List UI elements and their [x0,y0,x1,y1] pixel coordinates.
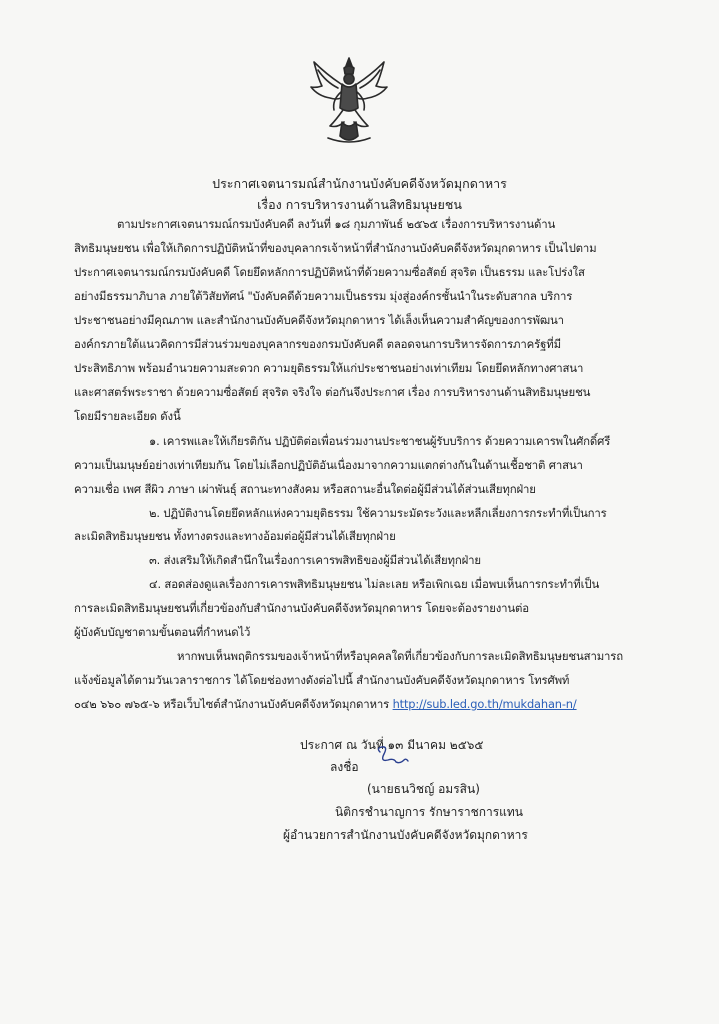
paragraph-line: ผู้บังคับบัญชาตามขั้นตอนที่กำหนดไว้ [74,625,251,639]
paragraph-line: สิทธิมนุษยชน เพื่อให้เกิดการปฏิบัติหน้าที่ของบุคลากรเจ้าหน้าที่สำนักงานบังคับคดีจังหวัดมุกดาหาร เป็นไปตาม [74,241,597,255]
signer-position: ผู้อำนวยการสำนักงานบังคับคดีจังหวัดมุกดาหาร [283,828,528,842]
paragraph-line: ๒. ปฏิบัติงานโดยยึดหลักแห่งความยุติธรรม ใช้ความระมัดระวังและหลีกเลี่ยงการกระทำที่เป็นการ [149,506,607,520]
paragraph-line: อย่างมีธรรมาภิบาล ภายใต้วิสัยทัศน์ "บังคับคดีด้วยความเป็นธรรม มุ่งสู่องค์กรชั้นนำในระดับสากล บริการ [74,289,573,303]
paragraph-line: และศาสตร์พระราชา ด้วยความซื่อสัตย์ สุจริต จริงใจ ต่อกันจึงประกาศ เรื่อง การบริหารงานด้านสิทธิมนุษยชน [74,385,591,399]
garuda-emblem-icon [308,56,390,146]
paragraph-line: การละเมิดสิทธิมนุษยชนที่เกี่ยวข้องกับสำนักงานบังคับคดีจังหวัดมุกดาหาร โดยจะต้องรายงานต่อ [74,601,529,615]
paragraph-line: แจ้งข้อมูลได้ตามวันเวลาราชการ ได้โดยช่องทางดังต่อไปนี้ สำนักงานบังคับคดีจังหวัดมุกดาหาร โทรศัพท์ [74,673,570,687]
sign-label: ลงชื่อ [330,760,359,774]
paragraph-line: ประกาศเจตนารมณ์กรมบังคับคดี โดยยึดหลักการปฏิบัติหน้าที่ด้วยความซื่อสัตย์ สุจริต เป็นธรรม และโปร่งใส [74,265,585,279]
paragraph-line: ประชาชนอย่างมีคุณภาพ และสำนักงานบังคับคดีจังหวัดมุกดาหาร ได้เล็งเห็นความสำคัญของการพัฒนา [74,313,564,327]
paragraph-line: ๑. เคารพและให้เกียรติกัน ปฏิบัติต่อเพื่อนร่วมงานประชาชนผู้รับบริการ ด้วยความเคารพในศักดิ์ศรี [149,434,611,448]
paragraph-line: ๓. ส่งเสริมให้เกิดสำนึกในเรื่องการเคารพสิทธิของผู้มีส่วนได้เสียทุกฝ่าย [149,553,481,567]
paragraph-line: ละเมิดสิทธิมนุษยชน ทั้งทางตรงและทางอ้อมต่อผู้มีส่วนได้เสียทุกฝ่าย [74,529,396,543]
announcement-date: ประกาศ ณ วันที่ ๑๓ มีนาคม ๒๕๖๕ [300,738,484,752]
paragraph-line: หากพบเห็นพฤติกรรมของเจ้าหน้าที่หรือบุคคลใดที่เกี่ยวข้องกับการละเมิดสิทธิมนุษยชนสามารถ [177,649,624,663]
document-subject: เรื่อง การบริหารงานด้านสิทธิมนุษยชน [257,197,462,212]
handwritten-signature [374,744,410,770]
paragraph-line: ตามประกาศเจตนารมณ์กรมบังคับคดี ลงวันที่ ๑๘ กุมภาพันธ์ ๒๕๖๕ เรื่องการบริหารงานด้าน [117,217,556,231]
paragraph-line: ความเป็นมนุษย์อย่างเท่าเทียมกัน โดยไม่เลือกปฏิบัติอันเนื่องมาจากความแตกต่างกันในด้านเชื้อชาติ ศาสนา [74,458,583,472]
paragraph-line [74,696,577,714]
signer-position: นิติกรชำนาญการ รักษาราชการแทน [335,805,524,819]
paragraph-line: โดยมีรายละเอียด ดังนี้ [74,409,181,423]
paragraph-line: ประสิทธิภาพ พร้อมอำนวยความสะดวก ความยุติธรรมให้แก่ประชาชนอย่างเท่าเทียม โดยยึดหลักทางศาสนา [74,361,584,375]
document-title: ประกาศเจตนารมณ์สำนักงานบังคับคดีจังหวัดมุกดาหาร [212,176,507,191]
paragraph-line: ๔. สอดส่องดูแลเรื่องการเคารพสิทธิมนุษยชน ไม่ละเลย หรือเพิกเฉย เมื่อพบเห็นการกระทำที่เป็น [149,577,600,591]
paragraph-line: องค์กรภายใต้แนวคิดการมีส่วนร่วมของบุคลากรของกรมบังคับคดี ตลอดจนการบริหารจัดการภาครัฐที่มี [74,337,561,351]
website-link[interactable]: http://sub.led.go.th/mukdahan-n/ [392,697,577,711]
signer-name: (นายธนวิชญ์ อมรสิน) [367,782,480,796]
contact-text: ๐๔๒ ๖๖๐ ๗๖๕-๖ หรือเว็บไซต์สำนักงานบังคับคดีจังหวัดมุกดาหาร [74,697,390,711]
paragraph-line: ความเชื่อ เพศ สีผิว ภาษา เผ่าพันธุ์ สถานะทางสังคม หรือสถานะอื่นใดต่อผู้มีส่วนได้ส่วนเสียทุกฝ่าย [74,482,536,496]
